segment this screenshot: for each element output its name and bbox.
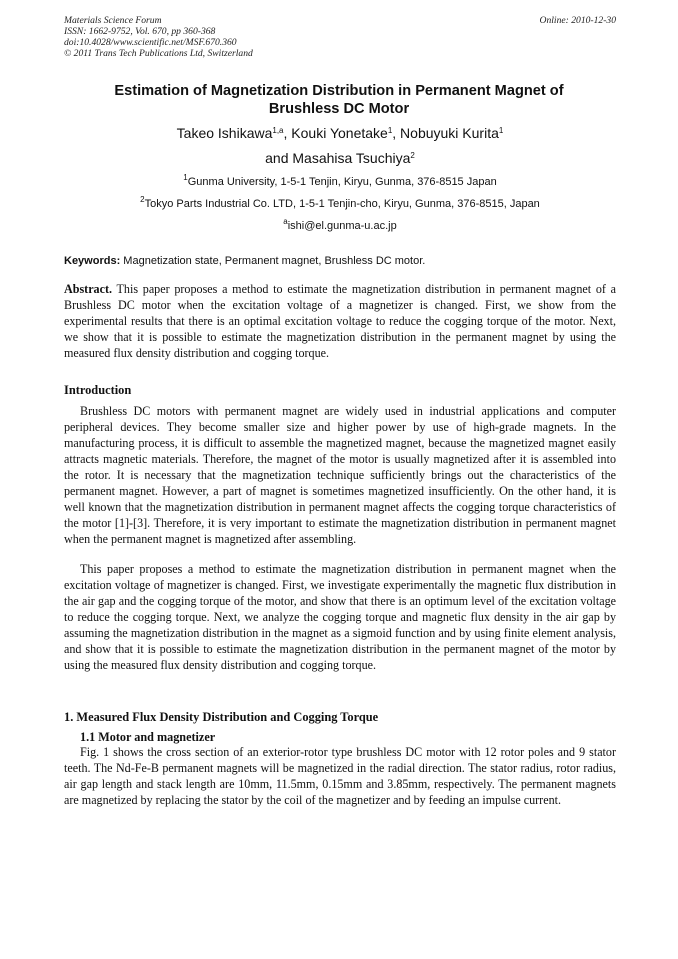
affiliation-text: Gunma University, 1-5-1 Tenjin, Kiryu, Gunma, 376-8515 Japan	[187, 176, 497, 188]
author-line-1	[64, 123, 616, 143]
author-affiliation-mark: 2	[410, 151, 415, 160]
introduction-paragraph-2: This paper proposes a method to estimate the magnetization distribution in permanent magnet when the excitation voltage of magnetizer is changed. First, we investigate experimentally the magnetic flux distribution in the air gap and the cogging torque of the motor, and show that there is an optimum level of the excitation voltage to reduce the cogging torque. Next, we analyze the cogging torque and magnetic flux density in the air gap by assuming the magnetization distribution in the magnet as a sigmoid function and by using finite element analysis, and show that it is possible to estimate the magnetization distribution in the permanent magnet of the motor by using the measured flux density distribution and cogging torque.	[64, 562, 616, 672]
author-name: Takeo Ishikawa	[176, 125, 273, 141]
author-affiliation-mark: 1	[498, 126, 504, 135]
journal-name: Materials Science Forum	[64, 15, 162, 26]
author-email	[64, 219, 616, 233]
author-line-2	[64, 148, 616, 168]
author-name: Nobuyuki Kurita	[400, 125, 499, 141]
paper-title: Estimation of Magnetization Distribution in Permanent Magnet of Brushless DC Motor	[114, 83, 564, 117]
abstract	[64, 281, 616, 361]
affiliation-mark: a	[283, 217, 288, 226]
copyright: © 2011 Trans Tech Publications Ltd, Switzerland	[64, 48, 253, 59]
doi: doi:10.4028/www.scientific.net/MSF.670.360	[64, 37, 237, 48]
author-name: Kouki Yonetake	[291, 125, 388, 141]
email-text: ishi@el.gunma-u.ac.jp	[287, 220, 397, 232]
affiliation-1	[64, 175, 616, 189]
issn-volume-pages: ISSN: 1662-9752, Vol. 670, pp 360-368	[64, 26, 216, 37]
author-separator: ,	[392, 125, 401, 141]
section-1-heading: 1. Measured Flux Density Distribution and Cogging Torque	[64, 710, 379, 724]
author-separator: ,	[283, 125, 292, 141]
publication-header	[64, 15, 616, 59]
subsection-1-1-heading: 1.1 Motor and magnetizer	[80, 730, 216, 744]
abstract-label: Abstract.	[64, 282, 113, 296]
abstract-text: This paper proposes a method to estimate the magnetization distribution in permanent magnet of a Brushless DC motor when the excitation voltage of a magnetizer is changed. First, we show from the experimental results that there is an optimal excitation voltage to reduce the cogging torque of the motor. Next, we show that it is possible to estimate the magnetization distribution in the permanent magnet by using the measured flux density distribution and cogging torque.	[64, 282, 616, 360]
affiliation-text: Tokyo Parts Industrial Co. LTD, 1-5-1 Tenjin-cho, Kiryu, Gunma, 376-8515, Japan	[144, 198, 540, 210]
section-1-paragraph-1: Fig. 1 shows the cross section of an exterior-rotor type brushless DC motor with 12 rotor poles and 9 stator teeth. The Nd-Fe-B permanent magnets will be magnetized in the radial direction. The stator radius, rotor radius, air gap length and stack length are 10mm, 11.5mm, 0.15mm and 3.85mm, respectively. The permanent magnets are magnetized by replacing the stator by the coil of the magnetizer and by feeding an impulse current.	[64, 745, 616, 807]
author-affiliation-mark: 1	[387, 126, 393, 135]
author-conjunction: and	[265, 150, 293, 166]
online-date: Online: 2010-12-30	[539, 15, 616, 26]
publication-info	[64, 15, 616, 59]
affiliation-mark: 2	[140, 195, 145, 204]
affiliation-mark: 1	[183, 173, 188, 182]
affiliation-2	[64, 197, 616, 211]
introduction-paragraph-1: Brushless DC motors with permanent magnet are widely used in industrial applications and computer peripheral devices. They become smaller size and higher power by use of high-grade magnets. In the manufacturing process, it is difficult to assemble the magnetized magnet, because the magnetized magnet easily attracts magnetic materials. Therefore, the magnet of the motor is usually magnetized after it is assembled into the rotor. It is necessary that the magnetization technique sufficiently brings out the characteristics of the permanent magnet. However, a part of magnet is sometimes magnetized insufficiently. On the other hand, it is well known that the magnetization distribution in permanent magnet affects the cogging torque characteristics of the motor [1]-[3]. Therefore, it is very important to estimate the magnetization distribution in permanent magnet when the permanent magnet is magnetized after assembling.	[64, 404, 616, 546]
author-name: Masahisa Tsuchiya	[292, 150, 411, 166]
introduction-heading: Introduction	[64, 383, 132, 397]
keywords	[64, 254, 616, 268]
keywords-text: Magnetization state, Permanent magnet, Brushless DC motor.	[120, 255, 426, 267]
author-affiliation-mark: 1,a	[272, 126, 284, 135]
keywords-label: Keywords:	[64, 255, 121, 267]
